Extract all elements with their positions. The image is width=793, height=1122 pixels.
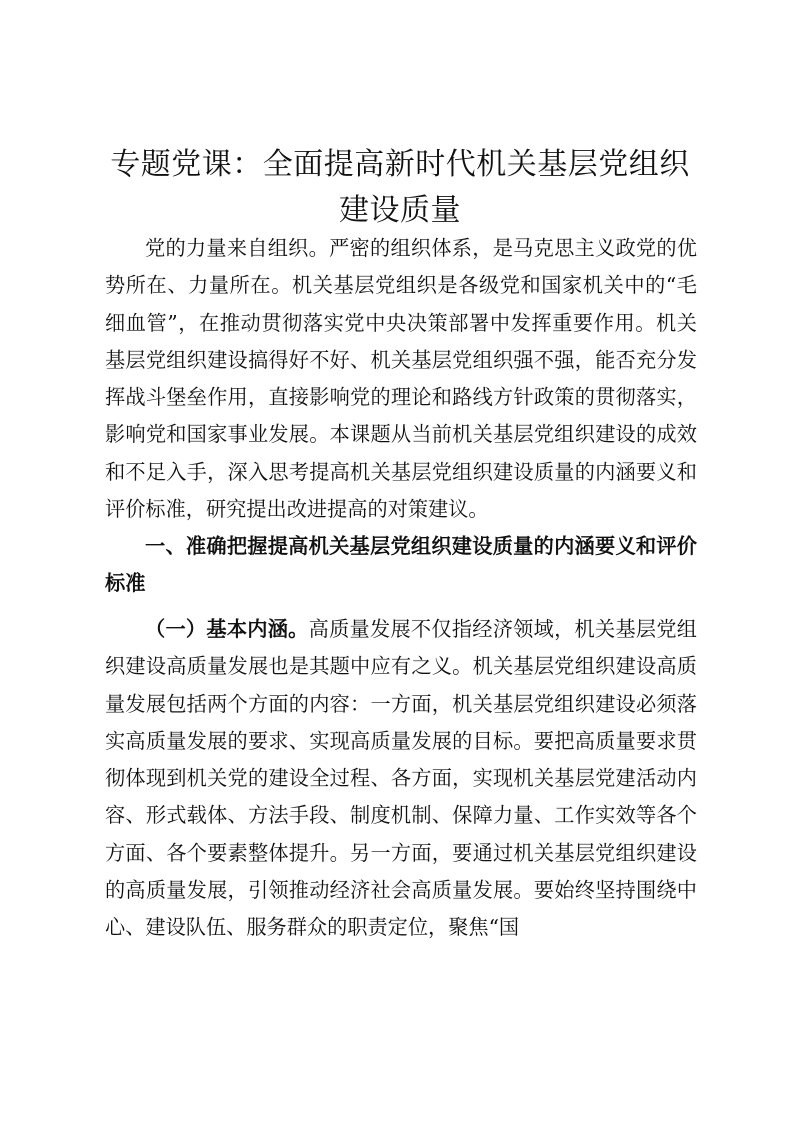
document-title: 专题党课：全面提高新时代机关基层党组织建设质量 <box>110 147 690 228</box>
basic-connotation-paragraph <box>105 611 697 947</box>
paragraph-body: 高质量发展不仅指经济领域，机关基层党组织建设高质量发展也是其题中应有之义。机关基层党组织建设高质量发展包括两个方面的内容：一方面，机关基层党组织建设必须落实高质量发展的要求、实现高质量发展的目标。要把高质量要求贯彻体现到机关党的建设全过程、各方面，实现机关基层党建活动内容、形式载体、方法手段、制度机制、保障力量、工作实效等各个方面、各个要素整体提升。另一方面，要通过机关基层党组织建设的高质量发展，引领推动经济社会高质量发展。要始终坚持围绕中心、建设队伍、服务群众的职责定位，聚焦“国 <box>105 617 697 940</box>
section-heading-1: 一、准确把握提高机关基层党组织建设质量的内涵要义和评价标准 <box>105 534 697 596</box>
paragraph-lead-heading: （一）基本内涵。 <box>145 617 309 641</box>
intro-paragraph: 党的力量来自组织。严密的组织体系，是马克思主义政党的优势所在、力量所在。机关基层党组织是各级党和国家机关中的“毛细血管”，在推动贯彻落实党中央决策部署中发挥重要作用。机关基层党组织建设搞得好不好、机关基层党组织强不强，能否充分发挥战斗堡垒作用，直接影响党的理论和路线方针政策的贯彻落实，影响党和国家事业发展。本课题从当前机关基层党组织建设的成效和不足入手，深入思考提高机关基层党组织建设质量的内涵要义和评价标准，研究提出改进提高的对策建议。 <box>105 236 697 522</box>
